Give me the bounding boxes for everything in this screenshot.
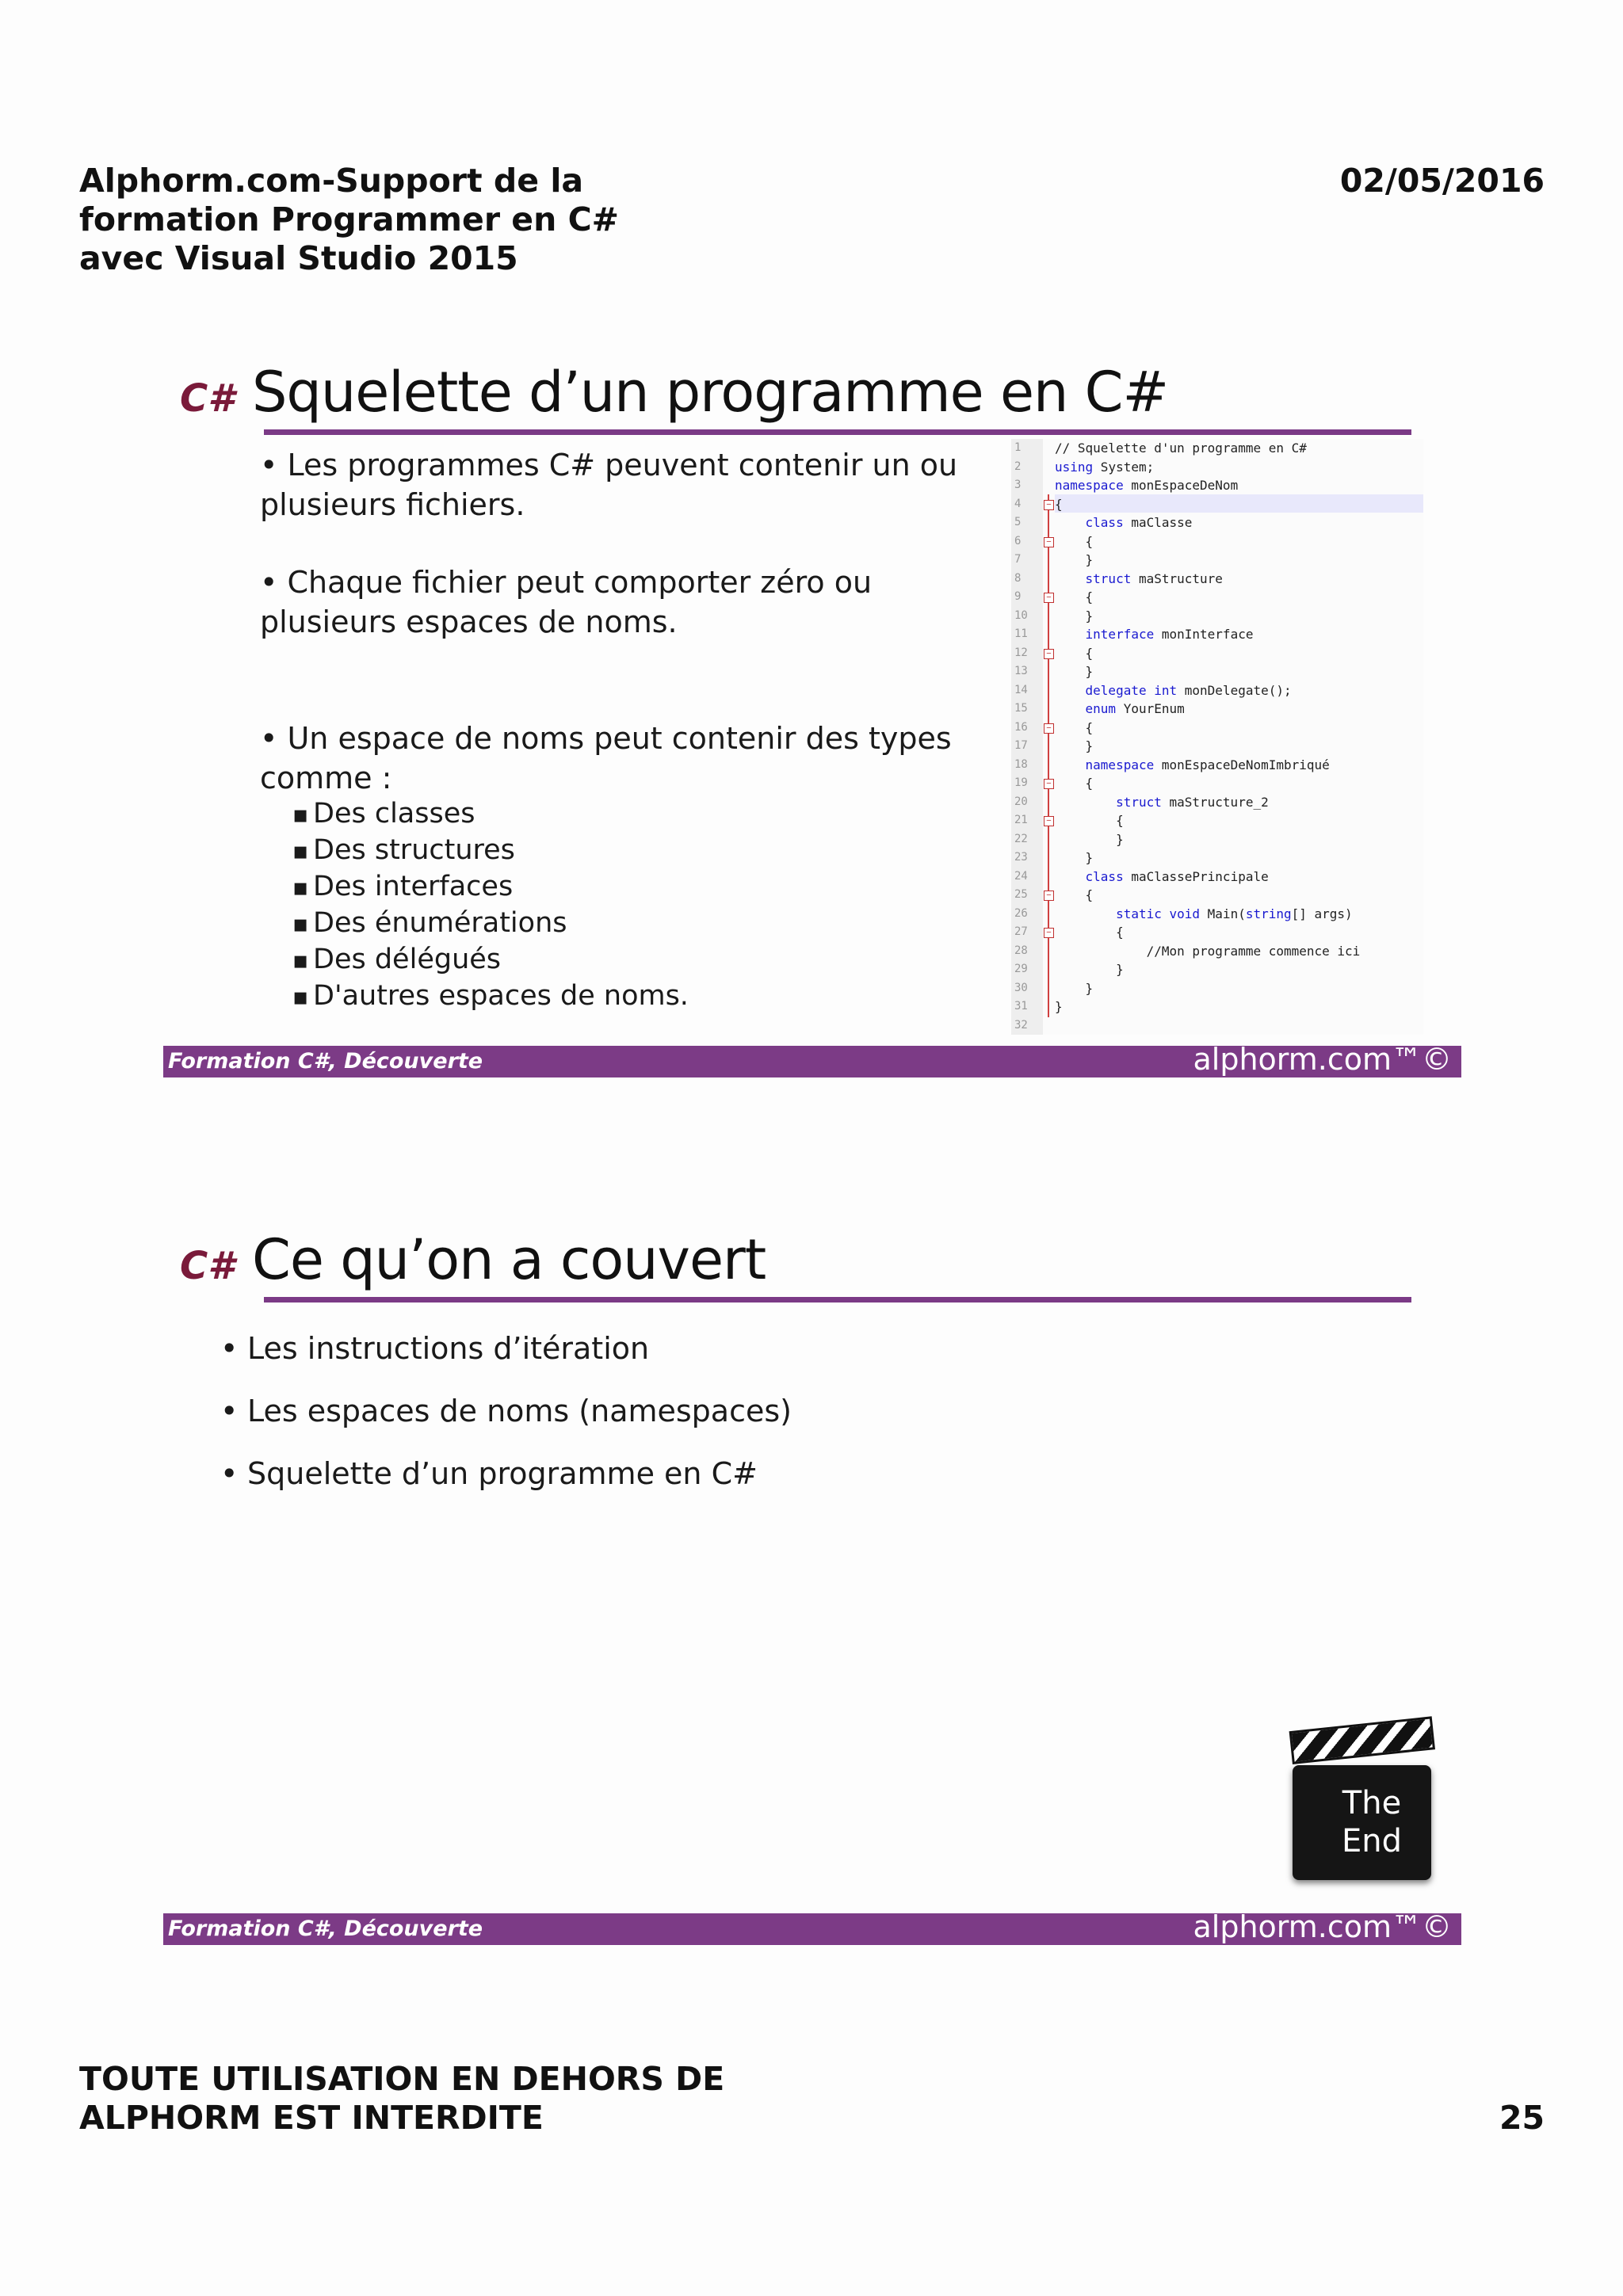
slide-footer [163, 1909, 1461, 1945]
line-number: 20 [1014, 795, 1028, 808]
csharp-logo-icon: C# [180, 376, 235, 421]
code-text: { [1055, 925, 1124, 940]
bullet-item: • Les espaces de noms (namespaces) [220, 1380, 792, 1443]
line-number: 11 [1014, 627, 1028, 640]
code-text: namespace monEspaceDeNomImbriqué [1085, 757, 1330, 772]
code-text: } [1055, 962, 1124, 977]
line-number: 18 [1014, 757, 1028, 771]
code-text: } [1055, 608, 1094, 624]
fold-toggle-icon: − [1044, 500, 1054, 510]
line-number: 26 [1014, 906, 1028, 920]
slide-title-row [175, 1216, 1411, 1295]
document-date: 02/05/2016 [1339, 162, 1545, 200]
code-text: } [1055, 552, 1094, 567]
clapper-stick [1289, 1716, 1435, 1764]
fold-toggle-icon: − [1044, 891, 1054, 901]
footer-brand: alphorm.com™© [1193, 1042, 1452, 1077]
line-number: 23 [1014, 851, 1028, 864]
bullet-item: • Les programmes C# peuvent contenir un ou plusieurs fichiers. [260, 448, 958, 522]
line-number: 13 [1014, 665, 1028, 677]
sublist-item: ▪ Des énumérations [292, 906, 689, 942]
fold-guide [1048, 494, 1049, 1017]
line-number: 6 [1014, 534, 1022, 547]
footer-course-label: Formation C#, Découverte [168, 1049, 483, 1074]
slide-title-row [175, 349, 1411, 428]
fold-toggle-icon: − [1044, 779, 1054, 789]
line-number: 32 [1014, 1018, 1028, 1032]
code-text: { [1055, 887, 1094, 902]
line-number: 28 [1014, 944, 1028, 957]
line-number: 24 [1014, 869, 1028, 883]
code-text: enum YourEnum [1085, 701, 1185, 716]
line-number: 14 [1014, 683, 1028, 696]
fold-toggle-icon: − [1044, 723, 1054, 734]
line-number: 12 [1014, 646, 1028, 659]
clapperboard-icon [1289, 1727, 1439, 1886]
code-text: { [1055, 496, 1063, 512]
line-number: 19 [1014, 776, 1028, 789]
code-text: } [1055, 999, 1063, 1014]
code-screenshot [1011, 439, 1423, 1035]
line-number: 25 [1014, 888, 1028, 901]
line-number: 30 [1014, 981, 1028, 994]
line-number: 27 [1014, 925, 1028, 938]
sublist-item: ▪ Des classes [292, 796, 689, 833]
bullet-item: • Chaque fichier peut comporter zéro ou plusieurs espaces de noms. [260, 565, 873, 639]
code-text: interface monInterface [1085, 627, 1254, 642]
code-text: { [1055, 776, 1094, 791]
code-text: //Mon programme commence ici [1055, 943, 1361, 959]
code-text: struct maStructure [1085, 570, 1223, 586]
code-text: { [1055, 533, 1094, 549]
code-text: { [1055, 645, 1094, 661]
code-text: } [1055, 664, 1094, 679]
line-number: 1 [1014, 441, 1022, 454]
code-text: } [1055, 738, 1094, 753]
line-number: 10 [1014, 608, 1028, 622]
sublist-item: ▪ Des délégués [292, 942, 689, 978]
code-text: } [1055, 850, 1094, 865]
code-text: namespace monEspaceDeNom [1055, 478, 1239, 493]
title-underline [264, 1297, 1411, 1302]
fold-toggle-icon: − [1044, 537, 1054, 547]
code-text: } [1055, 831, 1124, 847]
code-text: static void Main(string[] args) [1116, 906, 1353, 921]
bullet-list [220, 1318, 792, 1505]
document-title: Alphorm.com-Support de la formation Programmer en C# avec Visual Studio 2015 [79, 162, 620, 277]
slide-footer [163, 1042, 1461, 1077]
clapper-label: The End [1341, 1785, 1402, 1859]
page-number: 25 [1499, 2099, 1545, 2137]
code-text: class maClasse [1085, 515, 1193, 530]
sublist-item: ▪ Des interfaces [292, 869, 689, 906]
bullet-item: • Un espace de noms peut contenir des types comme : [260, 721, 952, 795]
line-number: 31 [1014, 1000, 1028, 1013]
line-number: 9 [1014, 590, 1022, 603]
fold-toggle-icon: − [1044, 928, 1054, 938]
fold-toggle-icon: − [1044, 593, 1054, 603]
sublist-item: ▪ D'autres espaces de noms. [292, 978, 689, 1015]
footer-brand: alphorm.com™© [1193, 1909, 1452, 1944]
code-text: using System; [1055, 459, 1155, 475]
code-text: struct maStructure_2 [1116, 794, 1269, 810]
sublist-item: ▪ Des structures [292, 833, 689, 869]
code-text: } [1055, 980, 1094, 996]
code-text: // Squelette d'un programme en C# [1055, 441, 1307, 456]
line-number: 15 [1014, 702, 1028, 715]
type-sublist [292, 796, 689, 1015]
code-text: { [1055, 589, 1094, 605]
bullet-item: • Squelette d’un programme en C# [220, 1443, 792, 1505]
code-text: class maClassePrincipale [1085, 868, 1269, 884]
fold-toggle-icon: − [1044, 649, 1054, 659]
line-number: 4 [1014, 497, 1022, 510]
line-number: 5 [1014, 516, 1022, 528]
line-number: 8 [1014, 571, 1022, 585]
line-number: 29 [1014, 963, 1028, 975]
slide-title: Squelette d’un programme en C# [252, 360, 1169, 425]
code-text: { [1055, 813, 1124, 828]
code-text: delegate int monDelegate(); [1085, 682, 1292, 698]
slide-title: Ce qu’on a couvert [252, 1227, 766, 1292]
line-number: 2 [1014, 460, 1022, 473]
code-text: { [1055, 719, 1094, 735]
line-number: 7 [1014, 553, 1022, 566]
line-number: 21 [1014, 814, 1028, 826]
line-number: 17 [1014, 739, 1028, 752]
line-number: 16 [1014, 720, 1028, 734]
bullet-item: • Les instructions d’itération [220, 1318, 792, 1380]
slide-summary [163, 1200, 1463, 1944]
line-number: 22 [1014, 832, 1028, 845]
csharp-logo-icon: C# [180, 1244, 235, 1288]
usage-notice: TOUTE UTILISATION EN DEHORS DE ALPHORM EST INTERDITE [79, 2060, 725, 2137]
line-number: 3 [1014, 479, 1022, 491]
slide-skeleton [163, 333, 1463, 1077]
footer-course-label: Formation C#, Découverte [168, 1917, 483, 1941]
current-line-highlight [1055, 494, 1423, 513]
title-underline [264, 429, 1411, 435]
fold-toggle-icon: − [1044, 816, 1054, 826]
